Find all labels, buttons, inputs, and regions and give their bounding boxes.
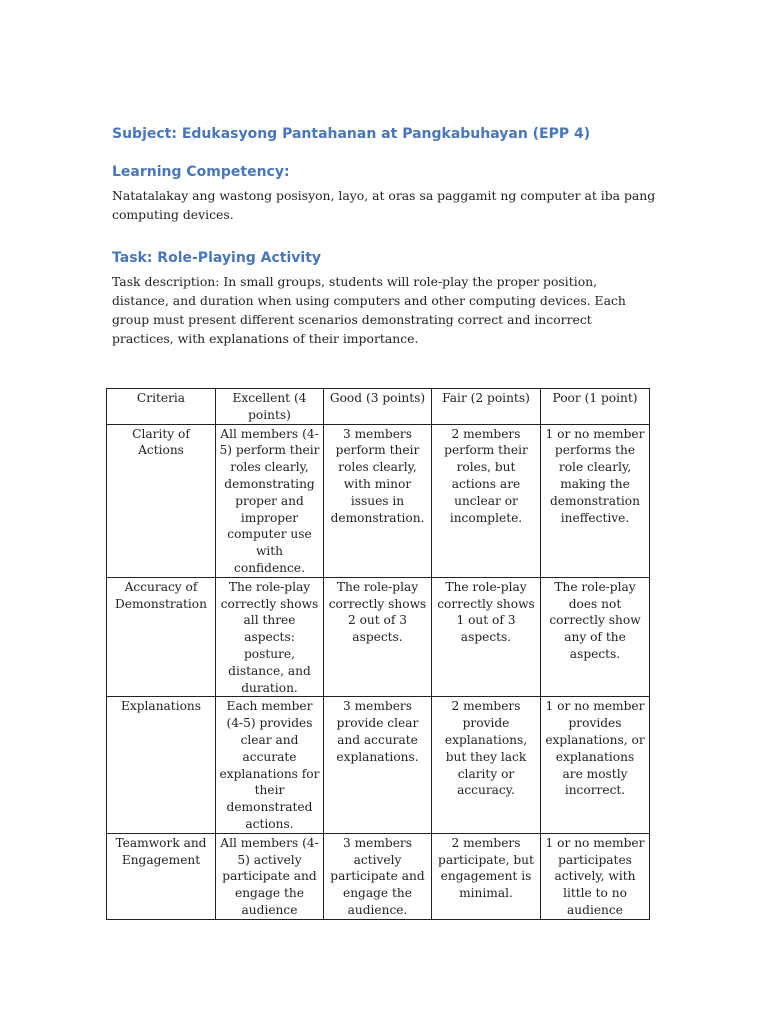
header-criteria: Criteria — [107, 389, 216, 425]
fair-cell: The role-play correctly shows 1 out of 3 aspects. — [432, 577, 541, 697]
rubric-header-row — [107, 389, 650, 425]
excellent-cell: All members (4-5) actively participate and engage the audience — [216, 833, 324, 919]
excellent-cell: All members (4-5) perform their roles clearly, demonstrating proper and improper computer use with confidence. — [216, 424, 324, 577]
subject-heading: Subject: Edukasyong Pantahanan at Pangkabuhayan (EPP 4) — [112, 126, 591, 142]
fair-cell: 2 members perform their roles, but actions are unclear or incomplete. — [432, 424, 541, 577]
table-row — [107, 833, 650, 919]
criteria-cell: Teamwork and Engagement — [107, 833, 216, 919]
excellent-cell: Each member (4-5) provides clear and accurate explanations for their demonstrated actions. — [216, 697, 324, 833]
header-fair: Fair (2 points) — [432, 389, 541, 425]
poor-cell: 1 or no member participates actively, with little to no audience — [541, 833, 650, 919]
table-row — [107, 424, 650, 577]
criteria-cell: Accuracy of Demonstration — [107, 577, 216, 697]
table-row — [107, 577, 650, 697]
header-poor: Poor (1 point) — [541, 389, 650, 425]
good-cell: 3 members actively participate and engage the audience. — [324, 833, 432, 919]
criteria-cell: Clarity of Actions — [107, 424, 216, 577]
header-good: Good (3 points) — [324, 389, 432, 425]
criteria-cell: Explanations — [107, 697, 216, 833]
good-cell: The role-play correctly shows 2 out of 3 aspects. — [324, 577, 432, 697]
learning-competency-heading: Learning Competency: — [112, 164, 290, 180]
rubric-table — [106, 388, 650, 920]
excellent-cell: The role-play correctly shows all three aspects: posture, distance, and duration. — [216, 577, 324, 697]
document-body — [112, 124, 657, 348]
poor-cell: 1 or no member provides explanations, or explanations are mostly incorrect. — [541, 697, 650, 833]
poor-cell: The role-play does not correctly show any of the aspects. — [541, 577, 650, 697]
fair-cell: 2 members participate, but engagement is minimal. — [432, 833, 541, 919]
good-cell: 3 members perform their roles clearly, with minor issues in demonstration. — [324, 424, 432, 577]
learning-competency-text: Natatalakay ang wastong posisyon, layo, at oras sa paggamit ng computer at iba pang computing devices. — [112, 188, 656, 222]
table-row — [107, 697, 650, 833]
task-description: Task description: In small groups, students will role-play the proper position, distance, and duration when using computers and other computing devices. Each group must present different scenarios demonstrating correct and incorrect practices, with explanations of their importance. — [112, 274, 626, 346]
header-excellent: Excellent (4 points) — [216, 389, 324, 425]
task-heading: Task: Role-Playing Activity — [112, 250, 322, 266]
poor-cell: 1 or no member performs the role clearly, making the demonstration ineffective. — [541, 424, 650, 577]
good-cell: 3 members provide clear and accurate explanations. — [324, 697, 432, 833]
fair-cell: 2 members provide explanations, but they lack clarity or accuracy. — [432, 697, 541, 833]
